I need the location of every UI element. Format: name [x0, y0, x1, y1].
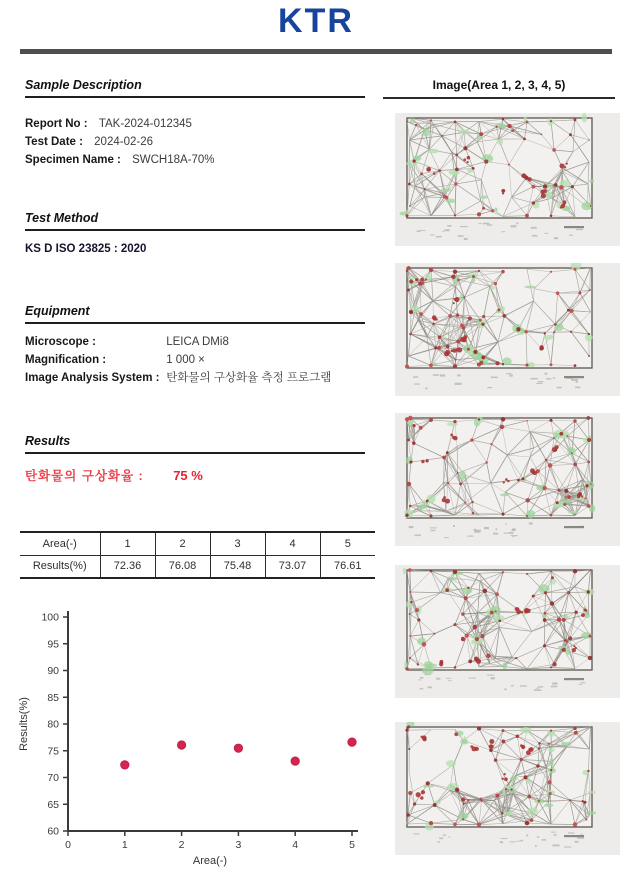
y-tick-label: 85 [47, 691, 59, 704]
image-analysis-system-value: 탄화물의 구상화율 측정 프로그램 [166, 372, 332, 384]
image-panel-title: Image(Area 1, 2, 3, 4, 5) [383, 78, 615, 99]
field-test-date [25, 133, 370, 151]
micrograph-drawing [395, 722, 620, 855]
x-tick-label: 1 [121, 839, 128, 851]
y-tick-label: 95 [47, 638, 59, 651]
image-analysis-system-label: Image Analysis System : [25, 372, 160, 384]
field-report-no [25, 115, 370, 133]
test-date-value: 2024-02-26 [94, 136, 153, 148]
section-title-test-method: Test Method [25, 211, 365, 231]
scatter-point-area-4 [291, 757, 299, 765]
spheroidization-result-value: 75 % [173, 468, 203, 483]
table-row-results [20, 555, 375, 578]
field-image-analysis-system [25, 369, 370, 387]
scatter-point-area-5 [348, 738, 356, 746]
chart-axes [68, 611, 358, 831]
x-tick-label: 3 [235, 839, 242, 851]
specimen-name-value: SWCH18A-70% [132, 154, 215, 166]
result-2-cell: 76.08 [155, 555, 210, 578]
report-no-label: Report No : [25, 118, 88, 130]
micrograph-drawing [395, 413, 620, 546]
table-header-results: Results(%) [20, 555, 100, 578]
result-5-cell: 76.61 [320, 555, 375, 578]
table-row-areas [20, 532, 375, 555]
area-3-cell: 3 [210, 532, 265, 555]
scatter-point-area-2 [177, 741, 185, 749]
y-axis-label: Results(%) [18, 697, 30, 751]
magnification-label: Magnification : [25, 354, 107, 366]
section-title-results: Results [25, 434, 365, 454]
y-tick-label: 75 [47, 745, 59, 758]
area-results-table [20, 531, 375, 579]
microstructure-image-area-5 [395, 722, 620, 855]
test-date-label: Test Date : [25, 136, 83, 148]
microscope-label: Microscope : [25, 336, 96, 348]
section-title-sample-description: Sample Description [25, 78, 365, 98]
x-tick-label: 2 [178, 839, 185, 851]
micrograph-drawing [395, 263, 620, 396]
magnification-value: 1 000 × [166, 354, 205, 366]
scatter-point-area-1 [121, 761, 129, 769]
y-tick-label: 65 [47, 798, 59, 811]
result-1-cell: 72.36 [100, 555, 155, 578]
results-scatter-chart [15, 603, 377, 873]
spheroidization-result-label: 탄화물의 구상화율 : [25, 469, 144, 483]
section-title-equipment: Equipment [25, 304, 365, 324]
result-4-cell: 73.07 [265, 555, 320, 578]
x-tick-label: 4 [292, 839, 299, 851]
y-tick-label: 90 [47, 665, 59, 677]
result-3-cell: 75.48 [210, 555, 265, 578]
x-axis-label: Area(-) [192, 855, 228, 867]
microstructure-image-area-4 [395, 565, 620, 698]
micrograph-drawing [395, 565, 620, 698]
field-specimen-name [25, 151, 370, 169]
area-2-cell: 2 [155, 532, 210, 555]
x-tick-label: 5 [349, 839, 355, 851]
area-5-cell: 5 [320, 532, 375, 555]
table-header-area: Area(-) [20, 532, 100, 555]
ktr-logo: KTR [278, 2, 354, 40]
report-no-value: TAK-2024-012345 [98, 118, 192, 130]
microscope-value: LEICA DMi8 [166, 336, 229, 348]
y-tick-label: 80 [47, 718, 59, 731]
specimen-name-label: Specimen Name : [25, 154, 121, 166]
area-1-cell: 1 [100, 532, 155, 555]
area-4-cell: 4 [265, 532, 320, 555]
test-method-standard: KS D ISO 23825 : 2020 [25, 243, 147, 255]
field-microscope [25, 333, 370, 351]
spheroidization-result-line [25, 466, 203, 484]
microstructure-image-area-2 [395, 263, 620, 396]
y-tick-label: 70 [47, 772, 59, 784]
field-magnification [25, 351, 370, 369]
y-tick-label: 100 [41, 611, 59, 624]
micrograph-drawing [395, 113, 620, 246]
microstructure-image-area-3 [395, 413, 620, 546]
microstructure-image-area-1 [395, 113, 620, 246]
sample-description-fields [25, 115, 370, 169]
x-tick-label: 0 [65, 839, 71, 851]
equipment-fields [25, 333, 370, 387]
header-divider-bar [20, 49, 612, 54]
y-tick-label: 60 [47, 825, 59, 838]
scatter-point-area-3 [234, 744, 242, 752]
